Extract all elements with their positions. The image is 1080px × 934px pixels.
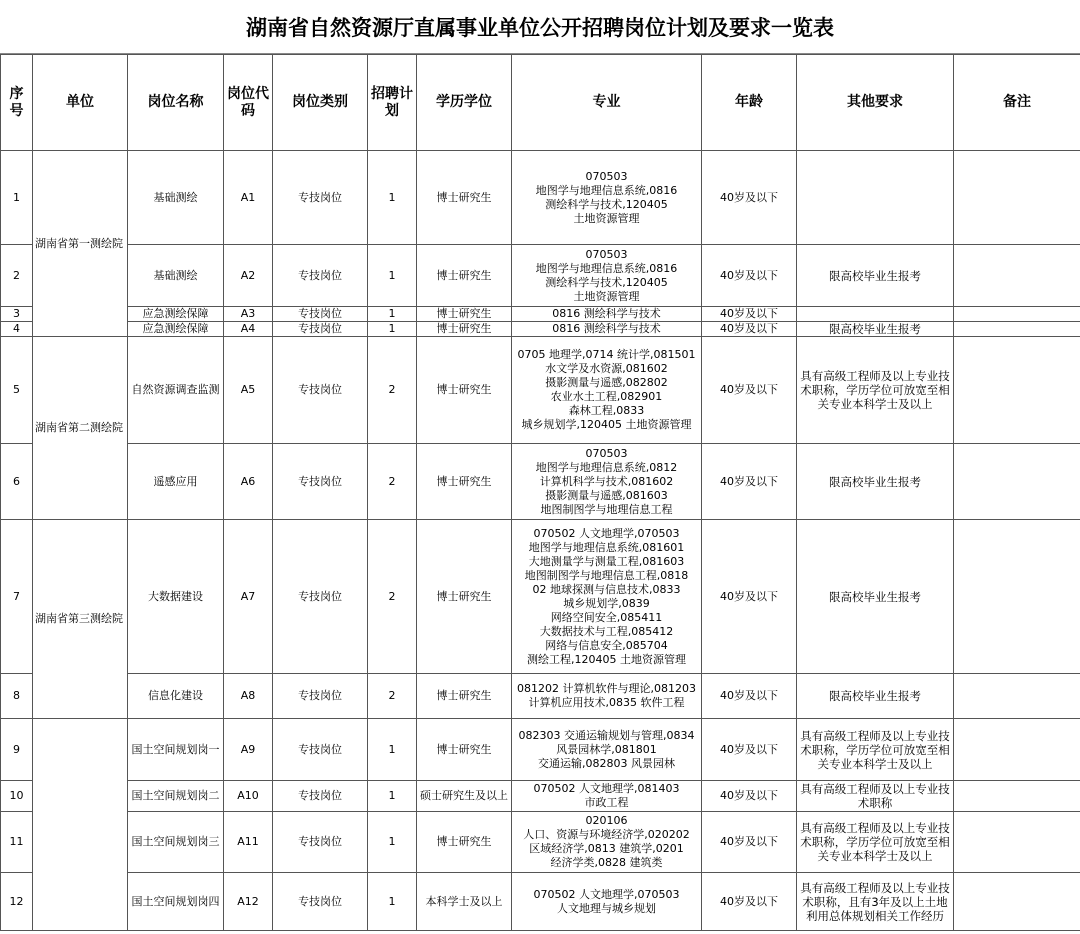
cell-post-name: 应急测绘保障 [128,322,224,337]
cell-other: 具有高级工程师及以上专业技术职称 [797,781,954,812]
cell-major: 0705 地理学,0714 统计学,081501 水文学及水资源,081602 摄影测量与遥感,082802 农业水土工程,082901 森林工程,0833 城乡规划学,120405 土地资源管理 [512,337,702,444]
cell-post-name: 应急测绘保障 [128,307,224,322]
cell-post-code: A9 [224,719,273,781]
cell-other: 限高校毕业生报考 [797,444,954,520]
cell-post-code: A7 [224,520,273,674]
cell-post-code: A8 [224,674,273,719]
cell-remark [954,337,1080,444]
table-row [1,873,1080,931]
cell-post-code: A12 [224,873,273,931]
table-row [1,674,1080,719]
cell-post-type: 专技岗位 [273,520,368,674]
cell-post-type: 专技岗位 [273,719,368,781]
cell-post-type: 专技岗位 [273,307,368,322]
cell-post-name: 国土空间规划岗一 [128,719,224,781]
cell-age: 40岁及以下 [702,322,797,337]
cell-post-name: 国土空间规划岗三 [128,812,224,873]
cell-plan: 1 [368,322,417,337]
cell-unit: 湖南省第三测绘院 [33,520,128,719]
cell-seq: 6 [1,444,33,520]
cell-post-name: 国土空间规划岗二 [128,781,224,812]
cell-post-code: A11 [224,812,273,873]
cell-post-type: 专技岗位 [273,674,368,719]
cell-plan: 1 [368,781,417,812]
cell-age: 40岁及以下 [702,151,797,245]
cell-seq: 1 [1,151,33,245]
cell-seq: 4 [1,322,33,337]
cell-remark [954,873,1080,931]
cell-age: 40岁及以下 [702,781,797,812]
header-edu: 学历学位 [417,55,512,151]
cell-seq: 12 [1,873,33,931]
cell-post-name: 基础测绘 [128,151,224,245]
cell-post-type: 专技岗位 [273,151,368,245]
cell-edu: 博士研究生 [417,151,512,245]
cell-other: 具有高级工程师及以上专业技术职称，学历学位可放宽至相关专业本科学士及以上 [797,719,954,781]
cell-seq: 5 [1,337,33,444]
cell-major: 081202 计算机软件与理论,081203 计算机应用技术,0835 软件工程 [512,674,702,719]
cell-post-type: 专技岗位 [273,873,368,931]
cell-age: 40岁及以下 [702,719,797,781]
cell-other: 具有高级工程师及以上专业技术职称，学历学位可放宽至相关专业本科学士及以上 [797,337,954,444]
cell-age: 40岁及以下 [702,307,797,322]
header-seq: 序号 [1,55,33,151]
cell-age: 40岁及以下 [702,337,797,444]
cell-seq: 3 [1,307,33,322]
header-major: 专业 [512,55,702,151]
header-remark: 备注 [954,55,1080,151]
cell-edu: 博士研究生 [417,520,512,674]
cell-seq: 9 [1,719,33,781]
cell-major: 070503 地图学与地理信息系统,0816 测绘科学与技术,120405 土地资源管理 [512,245,702,307]
cell-unit: 湖南省第一测绘院 [33,151,128,337]
cell-plan: 2 [368,444,417,520]
cell-plan: 1 [368,245,417,307]
cell-edu: 博士研究生 [417,812,512,873]
cell-age: 40岁及以下 [702,674,797,719]
cell-major: 070502 人文地理学,081403 市政工程 [512,781,702,812]
cell-major: 070503 地图学与地理信息系统,0812 计算机科学与技术,081602 摄影测量与遥感,081603 地图制图学与地理信息工程 [512,444,702,520]
cell-other: 具有高级工程师及以上专业技术职称，学历学位可放宽至相关专业本科学士及以上 [797,812,954,873]
cell-edu: 硕士研究生及以上 [417,781,512,812]
cell-post-code: A1 [224,151,273,245]
cell-plan: 2 [368,520,417,674]
cell-other [797,307,954,322]
cell-post-name: 遥感应用 [128,444,224,520]
cell-seq: 7 [1,520,33,674]
cell-unit: 湖南省第二测绘院 [33,337,128,520]
table-row [1,781,1080,812]
cell-remark [954,444,1080,520]
cell-post-type: 专技岗位 [273,337,368,444]
cell-plan: 1 [368,873,417,931]
table-row [1,337,1080,444]
cell-remark [954,307,1080,322]
cell-remark [954,151,1080,245]
cell-remark [954,812,1080,873]
recruitment-table [0,54,1080,931]
cell-other: 限高校毕业生报考 [797,674,954,719]
cell-age: 40岁及以下 [702,812,797,873]
table-row [1,444,1080,520]
cell-plan: 1 [368,812,417,873]
cell-other: 限高校毕业生报考 [797,520,954,674]
cell-other [797,151,954,245]
cell-post-code: A3 [224,307,273,322]
cell-seq: 11 [1,812,33,873]
cell-edu: 博士研究生 [417,674,512,719]
cell-other: 限高校毕业生报考 [797,322,954,337]
cell-age: 40岁及以下 [702,245,797,307]
cell-plan: 2 [368,674,417,719]
header-post-name: 岗位名称 [128,55,224,151]
header-unit: 单位 [33,55,128,151]
table-row [1,151,1080,245]
cell-major: 0816 测绘科学与技术 [512,307,702,322]
cell-post-type: 专技岗位 [273,812,368,873]
header-age: 年龄 [702,55,797,151]
cell-post-code: A4 [224,322,273,337]
cell-remark [954,322,1080,337]
page-title: 湖南省自然资源厅直属事业单位公开招聘岗位计划及要求一览表 [0,0,1080,54]
header-post-type: 岗位类别 [273,55,368,151]
header-plan: 招聘计划 [368,55,417,151]
cell-unit [33,719,128,931]
cell-post-code: A2 [224,245,273,307]
cell-major: 020106 人口、资源与环境经济学,020202 区域经济学,0813 建筑学,0201 经济学类,0828 建筑类 [512,812,702,873]
cell-post-type: 专技岗位 [273,781,368,812]
header-post-code: 岗位代码 [224,55,273,151]
cell-plan: 1 [368,719,417,781]
cell-post-code: A10 [224,781,273,812]
table-row [1,520,1080,674]
cell-seq: 10 [1,781,33,812]
table-row [1,719,1080,781]
cell-age: 40岁及以下 [702,444,797,520]
table-row [1,812,1080,873]
table-row [1,307,1080,322]
cell-post-name: 大数据建设 [128,520,224,674]
cell-age: 40岁及以下 [702,520,797,674]
header-row [1,55,1080,151]
cell-post-name: 基础测绘 [128,245,224,307]
cell-edu: 博士研究生 [417,444,512,520]
cell-remark [954,781,1080,812]
cell-post-type: 专技岗位 [273,444,368,520]
cell-edu: 本科学士及以上 [417,873,512,931]
cell-major: 0816 测绘科学与技术 [512,322,702,337]
table-row [1,245,1080,307]
cell-age: 40岁及以下 [702,873,797,931]
cell-post-name: 信息化建设 [128,674,224,719]
cell-remark [954,719,1080,781]
table-row [1,322,1080,337]
cell-remark [954,674,1080,719]
cell-edu: 博士研究生 [417,245,512,307]
cell-other: 限高校毕业生报考 [797,245,954,307]
cell-remark [954,245,1080,307]
cell-post-type: 专技岗位 [273,245,368,307]
cell-major: 082303 交通运输规划与管理,0834 风景园林学,081801 交通运输,082803 风景园林 [512,719,702,781]
cell-plan: 2 [368,337,417,444]
cell-plan: 1 [368,151,417,245]
cell-major: 070502 人文地理学,070503 人文地理与城乡规划 [512,873,702,931]
cell-post-name: 自然资源调查监测 [128,337,224,444]
cell-post-name: 国土空间规划岗四 [128,873,224,931]
cell-edu: 博士研究生 [417,719,512,781]
header-other: 其他要求 [797,55,954,151]
cell-edu: 博士研究生 [417,322,512,337]
cell-post-type: 专技岗位 [273,322,368,337]
cell-plan: 1 [368,307,417,322]
cell-seq: 8 [1,674,33,719]
cell-remark [954,520,1080,674]
cell-seq: 2 [1,245,33,307]
cell-post-code: A6 [224,444,273,520]
cell-major: 070502 人文地理学,070503 地图学与地理信息系统,081601 大地测量学与测量工程,081603 地图制图学与地理信息工程,0818 02 地球探测与信息技术,0833 城乡规划学,0839 网络空间安全,085411 大数据技术与工程,085412 网络与信息安全,085704 测绘工程,120405 土地资源管理 [512,520,702,674]
cell-edu: 博士研究生 [417,337,512,444]
cell-major: 070503 地图学与地理信息系统,0816 测绘科学与技术,120405 土地资源管理 [512,151,702,245]
cell-edu: 博士研究生 [417,307,512,322]
cell-post-code: A5 [224,337,273,444]
cell-other: 具有高级工程师及以上专业技术职称，且有3年及以上土地利用总体规划相关工作经历 [797,873,954,931]
